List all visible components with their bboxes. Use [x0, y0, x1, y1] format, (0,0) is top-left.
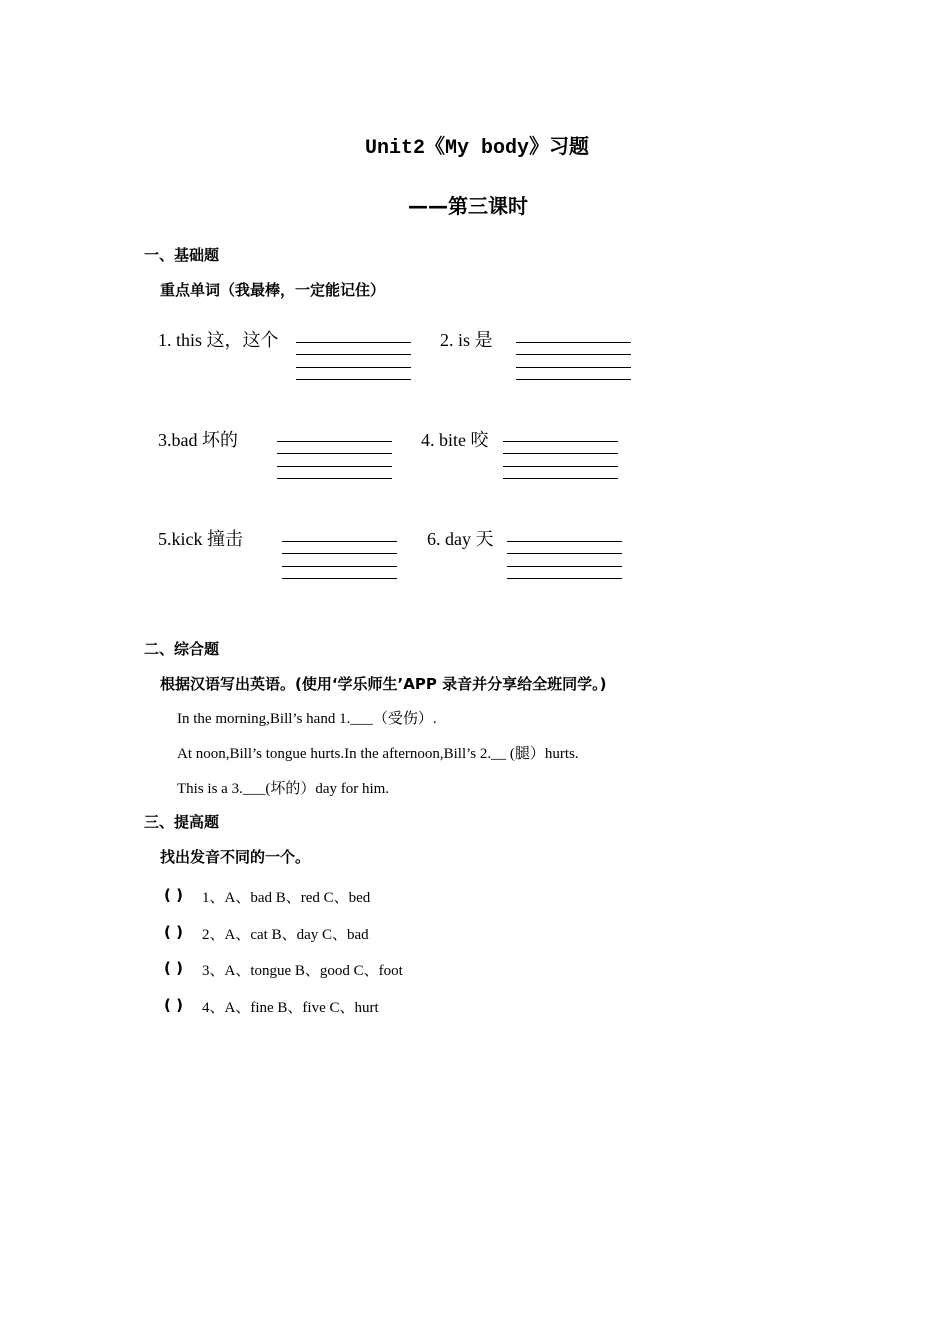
section2-heading: 二、综合题: [144, 640, 220, 658]
section3-heading: 三、提高题: [144, 813, 220, 831]
passage-line-3: This is a 3.___(坏的）day for him.: [177, 781, 390, 797]
answer-blank-3[interactable]: ( ): [164, 959, 183, 977]
section3-instruction: 找出发音不同的一个。: [160, 848, 311, 866]
question-2: 2、A、cat B、day C、bad: [202, 927, 369, 943]
answer-blank-4[interactable]: ( ): [164, 996, 183, 1014]
passage-line-1: In the morning,Bill’s hand 1.___（受伤）.: [177, 711, 437, 727]
word-2-label: 2. is 是: [440, 330, 493, 350]
passage-line-2: At noon,Bill’s tongue hurts.In the afternoon,Bill’s 2.__ (腿）hurts.: [177, 746, 579, 762]
section2-instruction: 根据汉语写出英语。(使用‘学乐师生’APP 录音并分享给全班同学。): [160, 675, 607, 693]
word-3-label: 3.bad 坏的: [158, 430, 238, 450]
page-title: Unit2《My body》习题: [365, 137, 590, 160]
word-6-label: 6. day 天: [427, 529, 494, 549]
question-1: 1、A、bad B、red C、bed: [202, 890, 371, 906]
section1-heading: 一、基础题: [144, 246, 220, 264]
page-subtitle: ——第三课时: [408, 194, 528, 218]
word-4-writing-lines[interactable]: [503, 441, 618, 491]
section1-instruction: 重点单词（我最棒，一定能记住）: [160, 281, 386, 299]
word-6-writing-lines[interactable]: [507, 541, 622, 591]
question-3: 3、A、tongue B、good C、foot: [202, 963, 403, 979]
word-5-label: 5.kick 撞击: [158, 529, 243, 549]
answer-blank-2[interactable]: ( ): [164, 923, 183, 941]
question-4: 4、A、fine B、five C、hurt: [202, 1000, 379, 1016]
word-2-writing-lines[interactable]: [516, 342, 631, 392]
word-1-label: 1. this 这，这个: [158, 330, 279, 350]
answer-blank-1[interactable]: ( ): [164, 886, 183, 904]
word-3-writing-lines[interactable]: [277, 441, 392, 491]
word-1-writing-lines[interactable]: [296, 342, 411, 392]
word-5-writing-lines[interactable]: [282, 541, 397, 591]
word-4-label: 4. bite 咬: [421, 430, 489, 450]
